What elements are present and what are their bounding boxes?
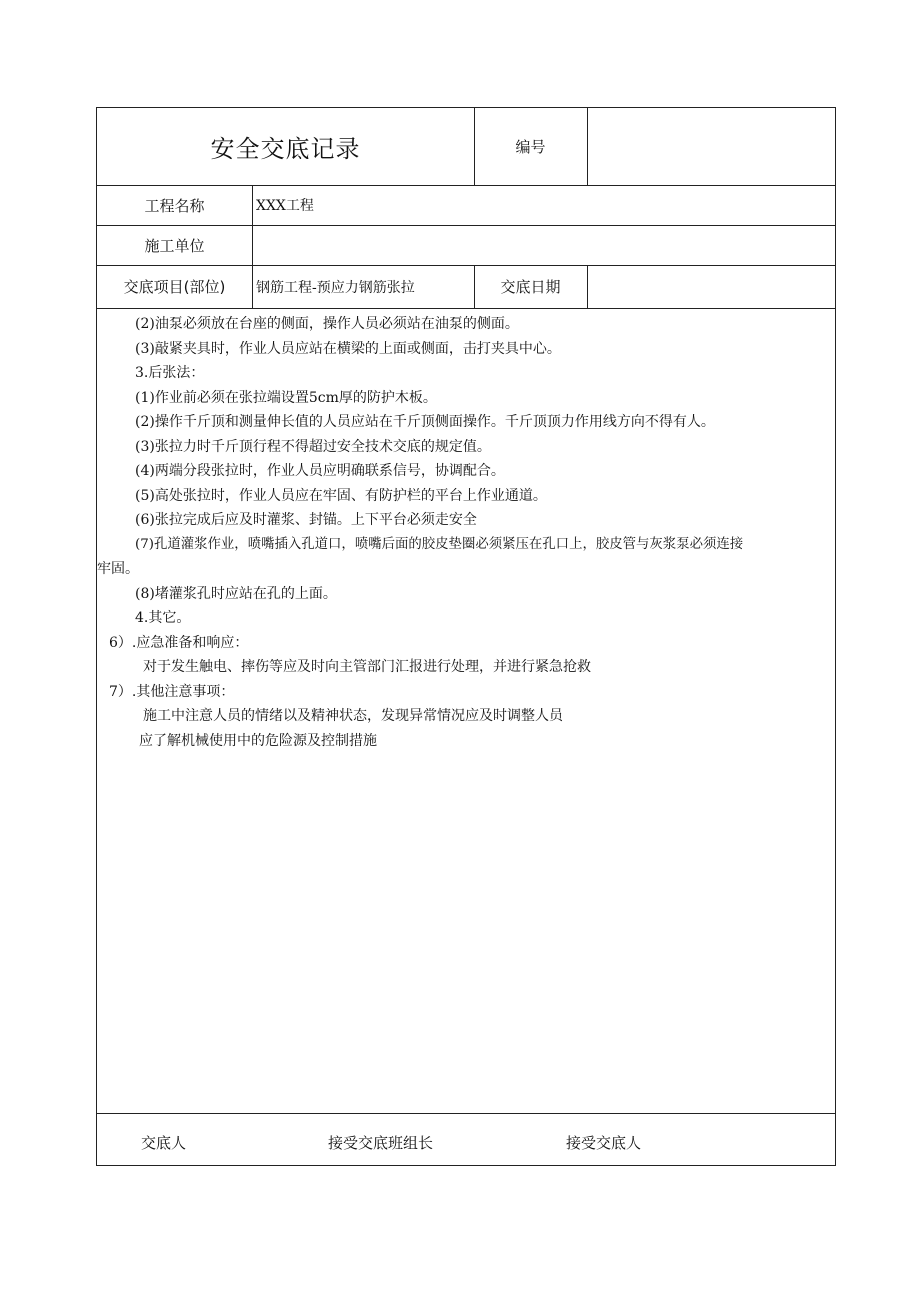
content-line: 牢固。 bbox=[97, 561, 139, 577]
content-line: (7)孔道灌浆作业，喷嘴插入孔道口，喷嘴后面的胶皮垫圈必须紧压在孔口上，胶皮管与灰浆泵必须连接 bbox=[135, 537, 744, 552]
number-label: 编号 bbox=[515, 138, 546, 156]
team-leader-label: 接受交底班组长 bbox=[328, 1134, 434, 1152]
construction-unit-value-cell[interactable] bbox=[252, 225, 835, 265]
content-line: 3.后张法： bbox=[135, 365, 205, 381]
number-value-cell[interactable] bbox=[587, 108, 835, 185]
content-line: 应了解机械使用中的危险源及控制措施 bbox=[139, 733, 377, 749]
item-value: 钢筋工程-预应力钢筋张拉 bbox=[256, 279, 415, 296]
content-line: (6)张拉完成后应及时灌浆、封锚。上下平台必须走安全 bbox=[135, 512, 477, 528]
construction-unit-label: 施工单位 bbox=[144, 236, 205, 255]
item-label-cell bbox=[97, 265, 252, 308]
title-cell bbox=[97, 108, 474, 185]
content-line: (4)两端分段张拉时，作业人员应明确联系信号，协调配合。 bbox=[135, 463, 505, 479]
date-label: 交底日期 bbox=[500, 278, 561, 296]
date-label-cell bbox=[474, 265, 587, 308]
content-line: 对于发生触电、摔伤等应及时向主管部门汇报进行处理，并进行紧急抢救 bbox=[143, 659, 591, 675]
item-value-cell[interactable] bbox=[252, 265, 474, 308]
row-divider bbox=[97, 308, 835, 309]
project-name-label-cell bbox=[97, 185, 252, 225]
project-name-value-cell[interactable] bbox=[252, 185, 835, 225]
row-divider bbox=[97, 1113, 835, 1114]
item-label: 交底项目(部位) bbox=[123, 278, 226, 296]
receiver-label: 接受交底人 bbox=[566, 1134, 642, 1152]
content-line: (3)张拉力时千斤顶行程不得超过安全技术交底的规定值。 bbox=[135, 439, 491, 455]
construction-unit-label-cell bbox=[97, 225, 252, 265]
briefing-content bbox=[97, 311, 835, 1111]
content-line: (3)敲紧夹具时，作业人员应站在横梁的上面或侧面，击打夹具中心。 bbox=[135, 341, 561, 357]
number-label-cell bbox=[474, 108, 587, 185]
content-line: 4.其它。 bbox=[135, 610, 191, 626]
safety-briefing-form bbox=[96, 107, 836, 1166]
project-name-label: 工程名称 bbox=[144, 196, 205, 215]
content-line: (2)操作千斤顶和测量伸长值的人员应站在千斤顶侧面操作。千斤顶顶力作用线方向不得有人。 bbox=[135, 414, 715, 430]
content-line: (1)作业前必须在张拉端设置5cm厚的防护木板。 bbox=[135, 390, 437, 406]
content-line: (5)高处张拉时，作业人员应在牢固、有防护栏的平台上作业通道。 bbox=[135, 488, 547, 504]
content-line: (8)堵灌浆孔时应站在孔的上面。 bbox=[135, 586, 337, 602]
project-name-value: XXX工程 bbox=[256, 198, 314, 214]
handover-person-label: 交底人 bbox=[141, 1134, 187, 1152]
content-line: (2)油泵必须放在台座的侧面，操作人员必须站在油泵的侧面。 bbox=[135, 316, 519, 332]
page-title: 安全交底记录 bbox=[210, 135, 361, 163]
content-line: 7）.其他注意事项： bbox=[109, 684, 235, 700]
content-line: 6）.应急准备和响应： bbox=[109, 635, 249, 651]
date-value-cell[interactable] bbox=[587, 265, 835, 308]
content-line: 施工中注意人员的情绪以及精神状态，发现异常情况应及时调整人员 bbox=[143, 708, 563, 724]
